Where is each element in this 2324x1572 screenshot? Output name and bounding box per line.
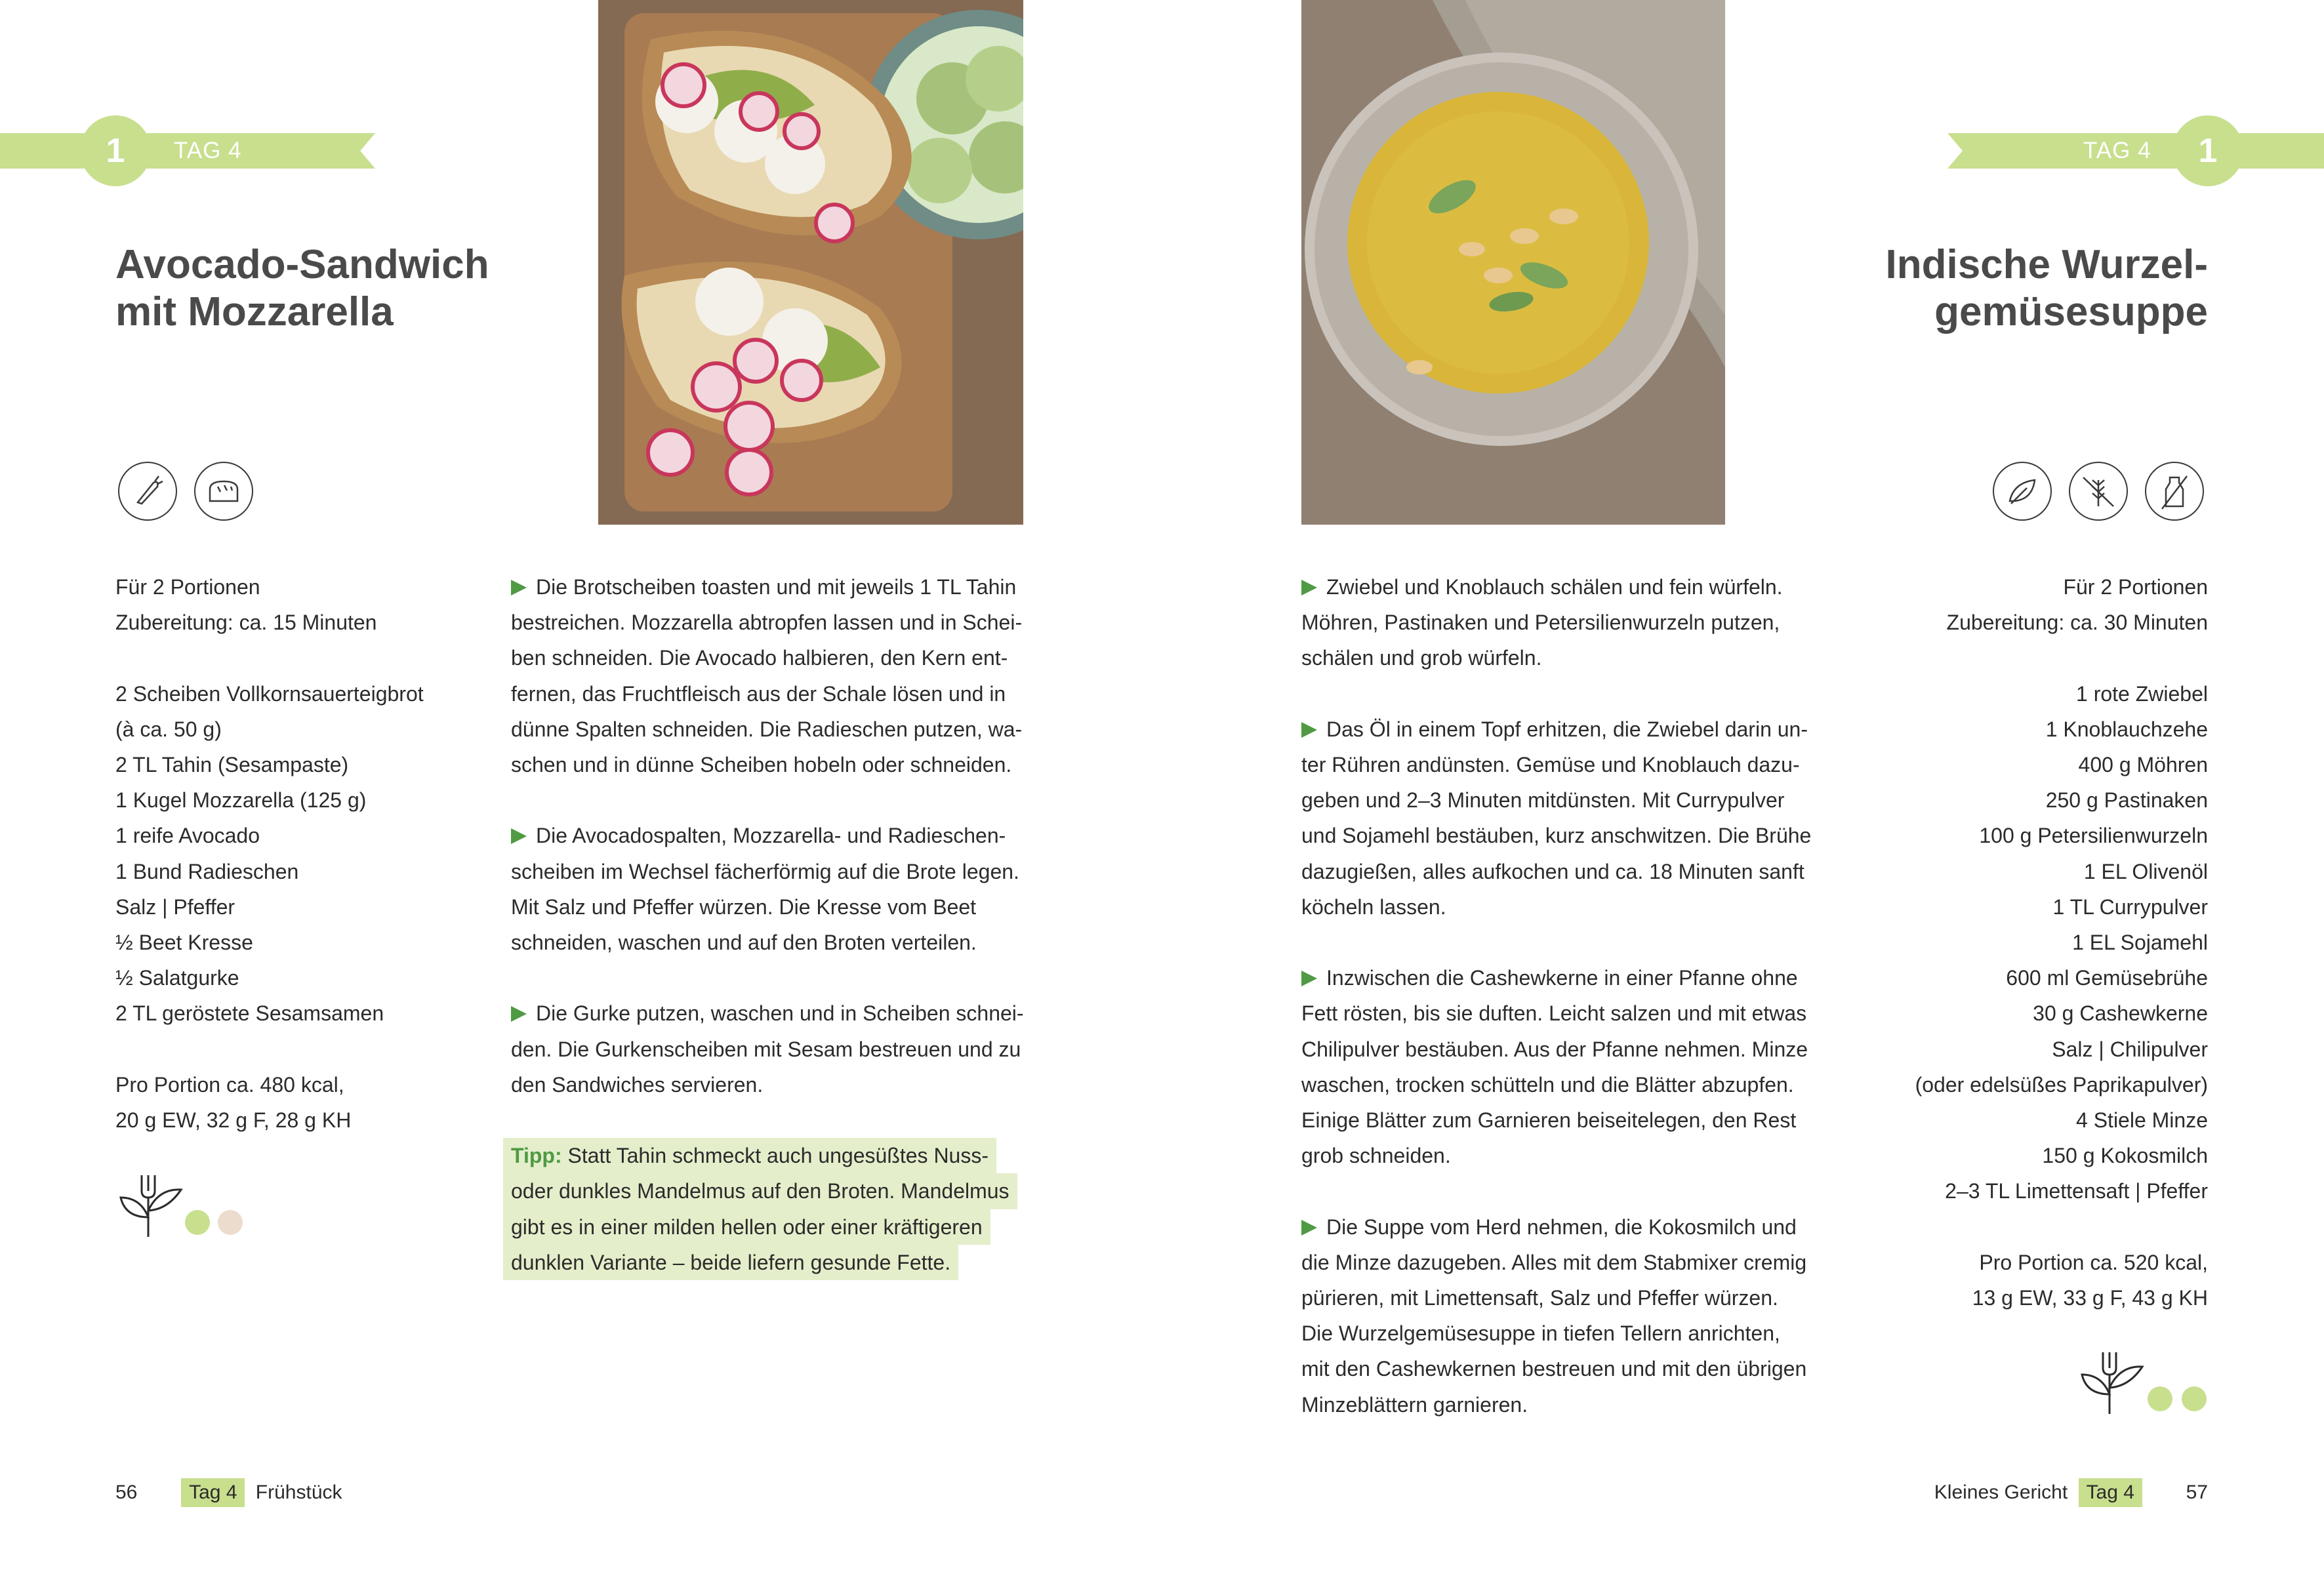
step-arrow-icon	[511, 580, 527, 595]
step-2-left: Die Avocadospalten, Mozzarella- und Radieschen- scheiben im Wechsel fächerförmig auf die Brote legen. Mit Salz und Pfeffer würzen. Die Kresse vom Beet schneiden, waschen und auf den Broten verteilen.	[511, 824, 1019, 955]
step-1-left: Die Brotscheiben toasten und mit jeweils 1 TL Tahin bestreichen. Mozzarella abtropfen lassen und in Schei- ben schneiden. Die Avocado halbieren, den Kern ent- fernen, das Fruchtfleisch aus der Schale lösen und in dünne Spalten schneiden. Die Radieschen putzen, wa- schen und in dünne Scheiben hobeln oder schneiden.	[511, 575, 1023, 777]
step-3-left: Die Gurke putzen, waschen und in Scheiben schnei- den. Die Gurkenscheiben mit Sesam bestreuen und zu den Sandwiches servieren.	[511, 1001, 1024, 1097]
day-label-right: TAG 4	[2083, 138, 2151, 163]
tip-box: Tipp: Statt Tahin schmeckt auch ungesüßtes Nuss- oder dunkles Mandelmus auf den Broten. Mandelmus gibt es in einer milden hellen oder einer kräftigeren dunklen Variante – beide liefern gesunde Fette.	[511, 1138, 1036, 1280]
rating-plant-icon-right	[2077, 1348, 2149, 1421]
rating-plant-icon-left	[115, 1171, 188, 1243]
footer-tag-left: Tag 4	[181, 1478, 245, 1507]
page-number-right: 57	[2186, 1481, 2208, 1503]
ingredients-list-left: Für 2 Portionen Zubereitung: ca. 15 Minuten 2 Scheiben Vollkornsauerteigbrot (à ca. 50 g) 2 TL Tahin (Sesampaste) 1 Kugel Mozzarella (125 g) 1 reife Avocado 1 Bund Radieschen Salz | Pfeffer ½ Beet Kresse ½ Salatgurke 2 TL geröstete Sesamsamen Pro Portion ca. 480 kcal, 20 g EW, 32 g F, 28 g KH	[115, 575, 424, 1133]
step-2-right: Das Öl in einem Topf erhitzen, die Zwiebel darin un- ter Rühren andünsten. Gemüse und Knoblauch dazu- geben und 2–3 Minuten mitdünsten. Mit Currypulver und Sojamehl bestäuben, kurz anschwitzen. Die Brühe dazugießen, alles aufkochen und ca. 18 Minuten sanft köcheln lassen.	[1301, 717, 1812, 919]
rating-dot-right-2	[2182, 1386, 2207, 1411]
instructions-right	[1301, 569, 1839, 1422]
step-arrow-icon	[511, 1006, 527, 1022]
tip-label: Tipp:	[511, 1144, 562, 1168]
step-4-right: Die Suppe vom Herd nehmen, die Kokosmilch und die Minze dazugeben. Alles mit dem Stabmixer cremig pürieren, mit Limettensaft, Salz und Pfeffer würzen. Die Wurzelgemüsesuppe in tiefen Tellern anrichten, mit den Cashewkernen bestreuen und mit den übrigen Minzeblättern garnieren.	[1301, 1215, 1807, 1417]
day-number-badge-right: 1	[2172, 115, 2243, 186]
leaf-icon	[1993, 462, 2052, 521]
step-arrow-icon	[511, 828, 527, 844]
carrot-icon	[118, 462, 177, 521]
recipe-title-right: Indische Wurzel- gemüsesuppe	[1885, 242, 2208, 334]
sandwich-photo	[598, 0, 1023, 525]
step-arrow-icon	[1301, 1220, 1317, 1236]
footer-left	[115, 1477, 342, 1508]
page-number-left: 56	[115, 1481, 138, 1503]
wheat-free-icon	[2069, 462, 2128, 521]
rating-dot-left-2	[218, 1210, 243, 1235]
day-number-badge-left: 1	[80, 115, 151, 186]
footer-section-left: Frühstück	[255, 1481, 342, 1503]
step-arrow-icon	[1301, 971, 1317, 986]
step-arrow-icon	[1301, 722, 1317, 738]
day-label-left: TAG 4	[174, 138, 242, 163]
milk-free-icon	[2145, 462, 2204, 521]
recipe-title-left: Avocado-Sandwich mit Mozzarella	[115, 242, 489, 334]
rating-dot-left-1	[185, 1210, 210, 1235]
footer-tag-right: Tag 4	[2079, 1478, 2142, 1507]
footer-section-right: Kleines Gericht	[1934, 1481, 2068, 1503]
step-arrow-icon	[1301, 580, 1317, 595]
ingredients-list-right: Für 2 Portionen Zubereitung: ca. 30 Minuten 1 rote Zwiebel 1 Knoblauchzehe 400 g Möhren 250 g Pastinaken 100 g Petersilienwurzeln 1 EL Olivenöl 1 TL Currypulver 1 EL Sojamehl 600 ml Gemüsebrühe 30 g Cashewkerne Salz | Chilipulver (oder edelsüßes Paprikapulver) 4 Stiele Minze 150 g Kokosmilch 2–3 TL Limettensaft | Pfeffer Pro Portion ca. 520 kcal, 13 g EW, 33 g F, 43 g KH	[1915, 575, 2208, 1310]
bread-icon	[194, 462, 253, 521]
instructions-left	[511, 569, 1036, 1280]
rating-dot-right-1	[2148, 1386, 2172, 1411]
step-1-right: Zwiebel und Knoblauch schälen und fein würfeln. Möhren, Pastinaken und Petersilienwurzeln putzen, schälen und grob würfeln.	[1301, 575, 1783, 670]
soup-photo	[1301, 0, 1725, 525]
step-3-right: Inzwischen die Cashewkerne in einer Pfanne ohne Fett rösten, bis sie duften. Leicht salzen und mit etwas Chilipulver bestäuben. Aus der Pfanne nehmen. Minze waschen, trocken schütteln und die Blätter abzupfen. Einige Blätter zum Garnieren beiseitelegen, den Rest grob schneiden.	[1301, 966, 1808, 1168]
footer-right	[1902, 1477, 2208, 1508]
